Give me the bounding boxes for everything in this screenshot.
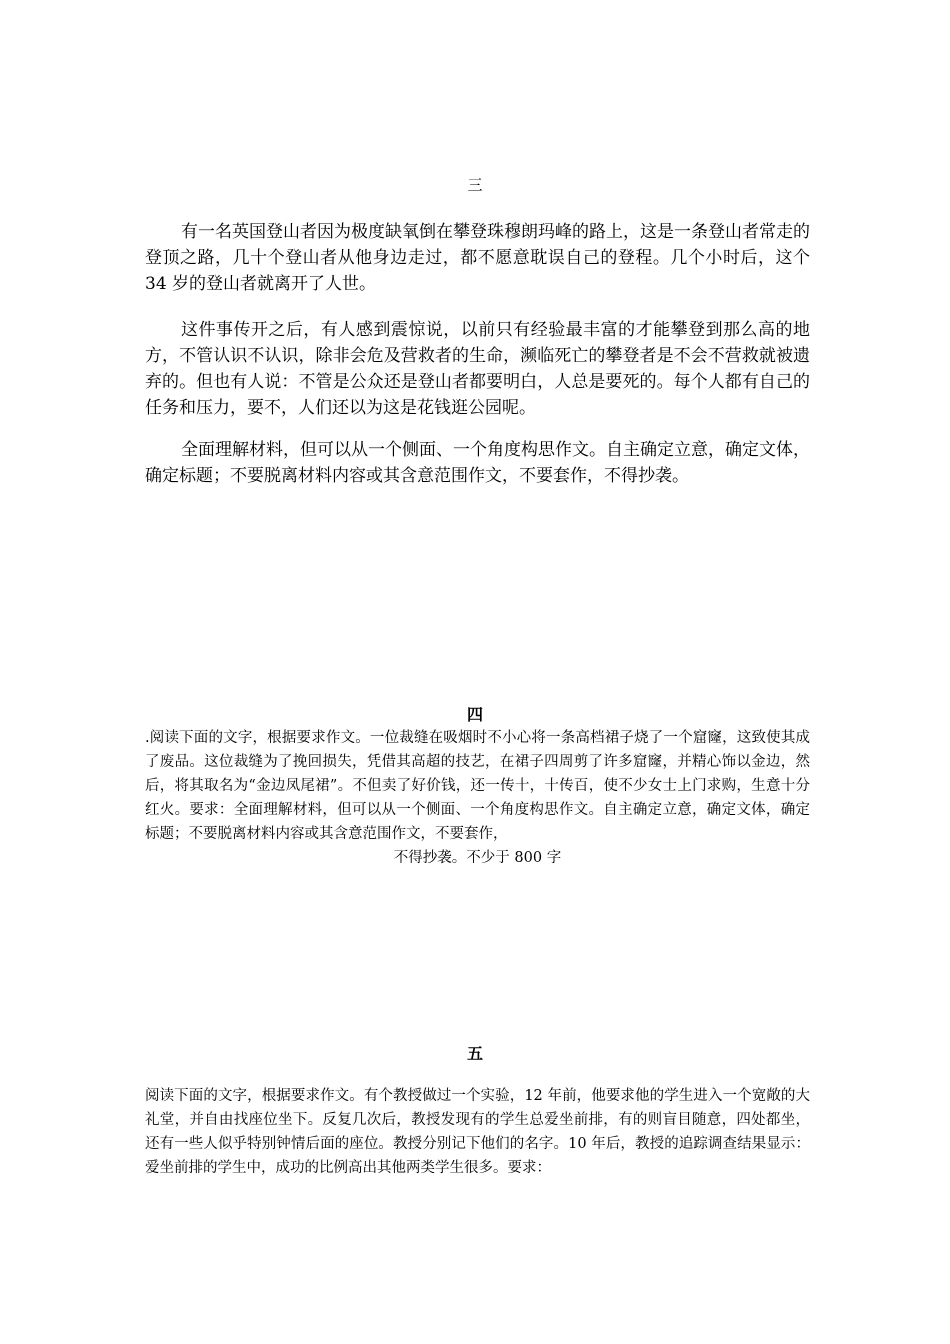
section-5-body: 阅读下面的文字，根据要求作文。有个教授做过一个实验，12 年前，他要求他的学生进入一个宽敞的大礼堂，并自由找座位坐下。反复几次后，教授发现有的学生总爱坐前排，有的则盲目随意，四处都坐，还有一些人似乎特别钟情后面的座位。教授分别记下他们的名字。10 年后，教授的追踪调查结果显示：爱坐前排的学生中，成功的比例高出其他两类学生很多。要求： bbox=[145, 1088, 810, 1176]
section-5-heading: 五 bbox=[466, 1044, 483, 1063]
section-3-paragraph-2: 这件事传开之后，有人感到震惊说，以前只有经验最丰富的才能攀登到那么高的地方，不管认识不认识，除非会危及营救者的生命，濒临死亡的攀登者是不会不营救就被遗弃的。但也有人说：不管是公众还是登山者都要明白，人总是要死的。每个人都有自己的任务和压力，要不，人们还以为这是花钱逛公园呢。 bbox=[145, 320, 810, 418]
section-3-paragraph-1: 有一名英国登山者因为极度缺氧倒在攀登珠穆朗玛峰的路上，这是一条登山者常走的登顶之路，几十个登山者从他身边走过，都不愿意耽误自己的登程。几个小时后，这个 34 岁的登山者就离开了人世。 bbox=[145, 222, 810, 294]
section-4-last-line: 不得抄袭。不少于 800 字 bbox=[393, 850, 562, 866]
section-3-heading: 三 bbox=[467, 176, 483, 194]
section-3-paragraph-3: 全面理解材料，但可以从一个侧面、一个角度构思作文。自主确定立意，确定文体，确定标题；不要脱离材料内容或其含意范围作文，不要套作，不得抄袭。 bbox=[145, 440, 810, 486]
section-4-text: .阅读下面的文字，根据要求作文。一位裁缝在吸烟时不小心将一条高档裙子烧了一个窟窿，这致使其成了废品。这位裁缝为了挽回损失，凭借其高超的技艺，在裙子四周剪了许多窟窿，并精心饰以金边，然后，将其取名为“金边凤尾裙”。不但卖了好价钱，还一传十，十传百，使不少女士上门求购，生意十分红火。要求：全面理解材料，但可以从一个侧面、一个角度构思作文。自主确定立意，确定文体，确定标题；不要脱离材料内容或其含意范围作文，不要套作， bbox=[145, 730, 810, 842]
section-4-heading: 四 bbox=[466, 705, 483, 724]
section-4-body bbox=[145, 726, 810, 870]
